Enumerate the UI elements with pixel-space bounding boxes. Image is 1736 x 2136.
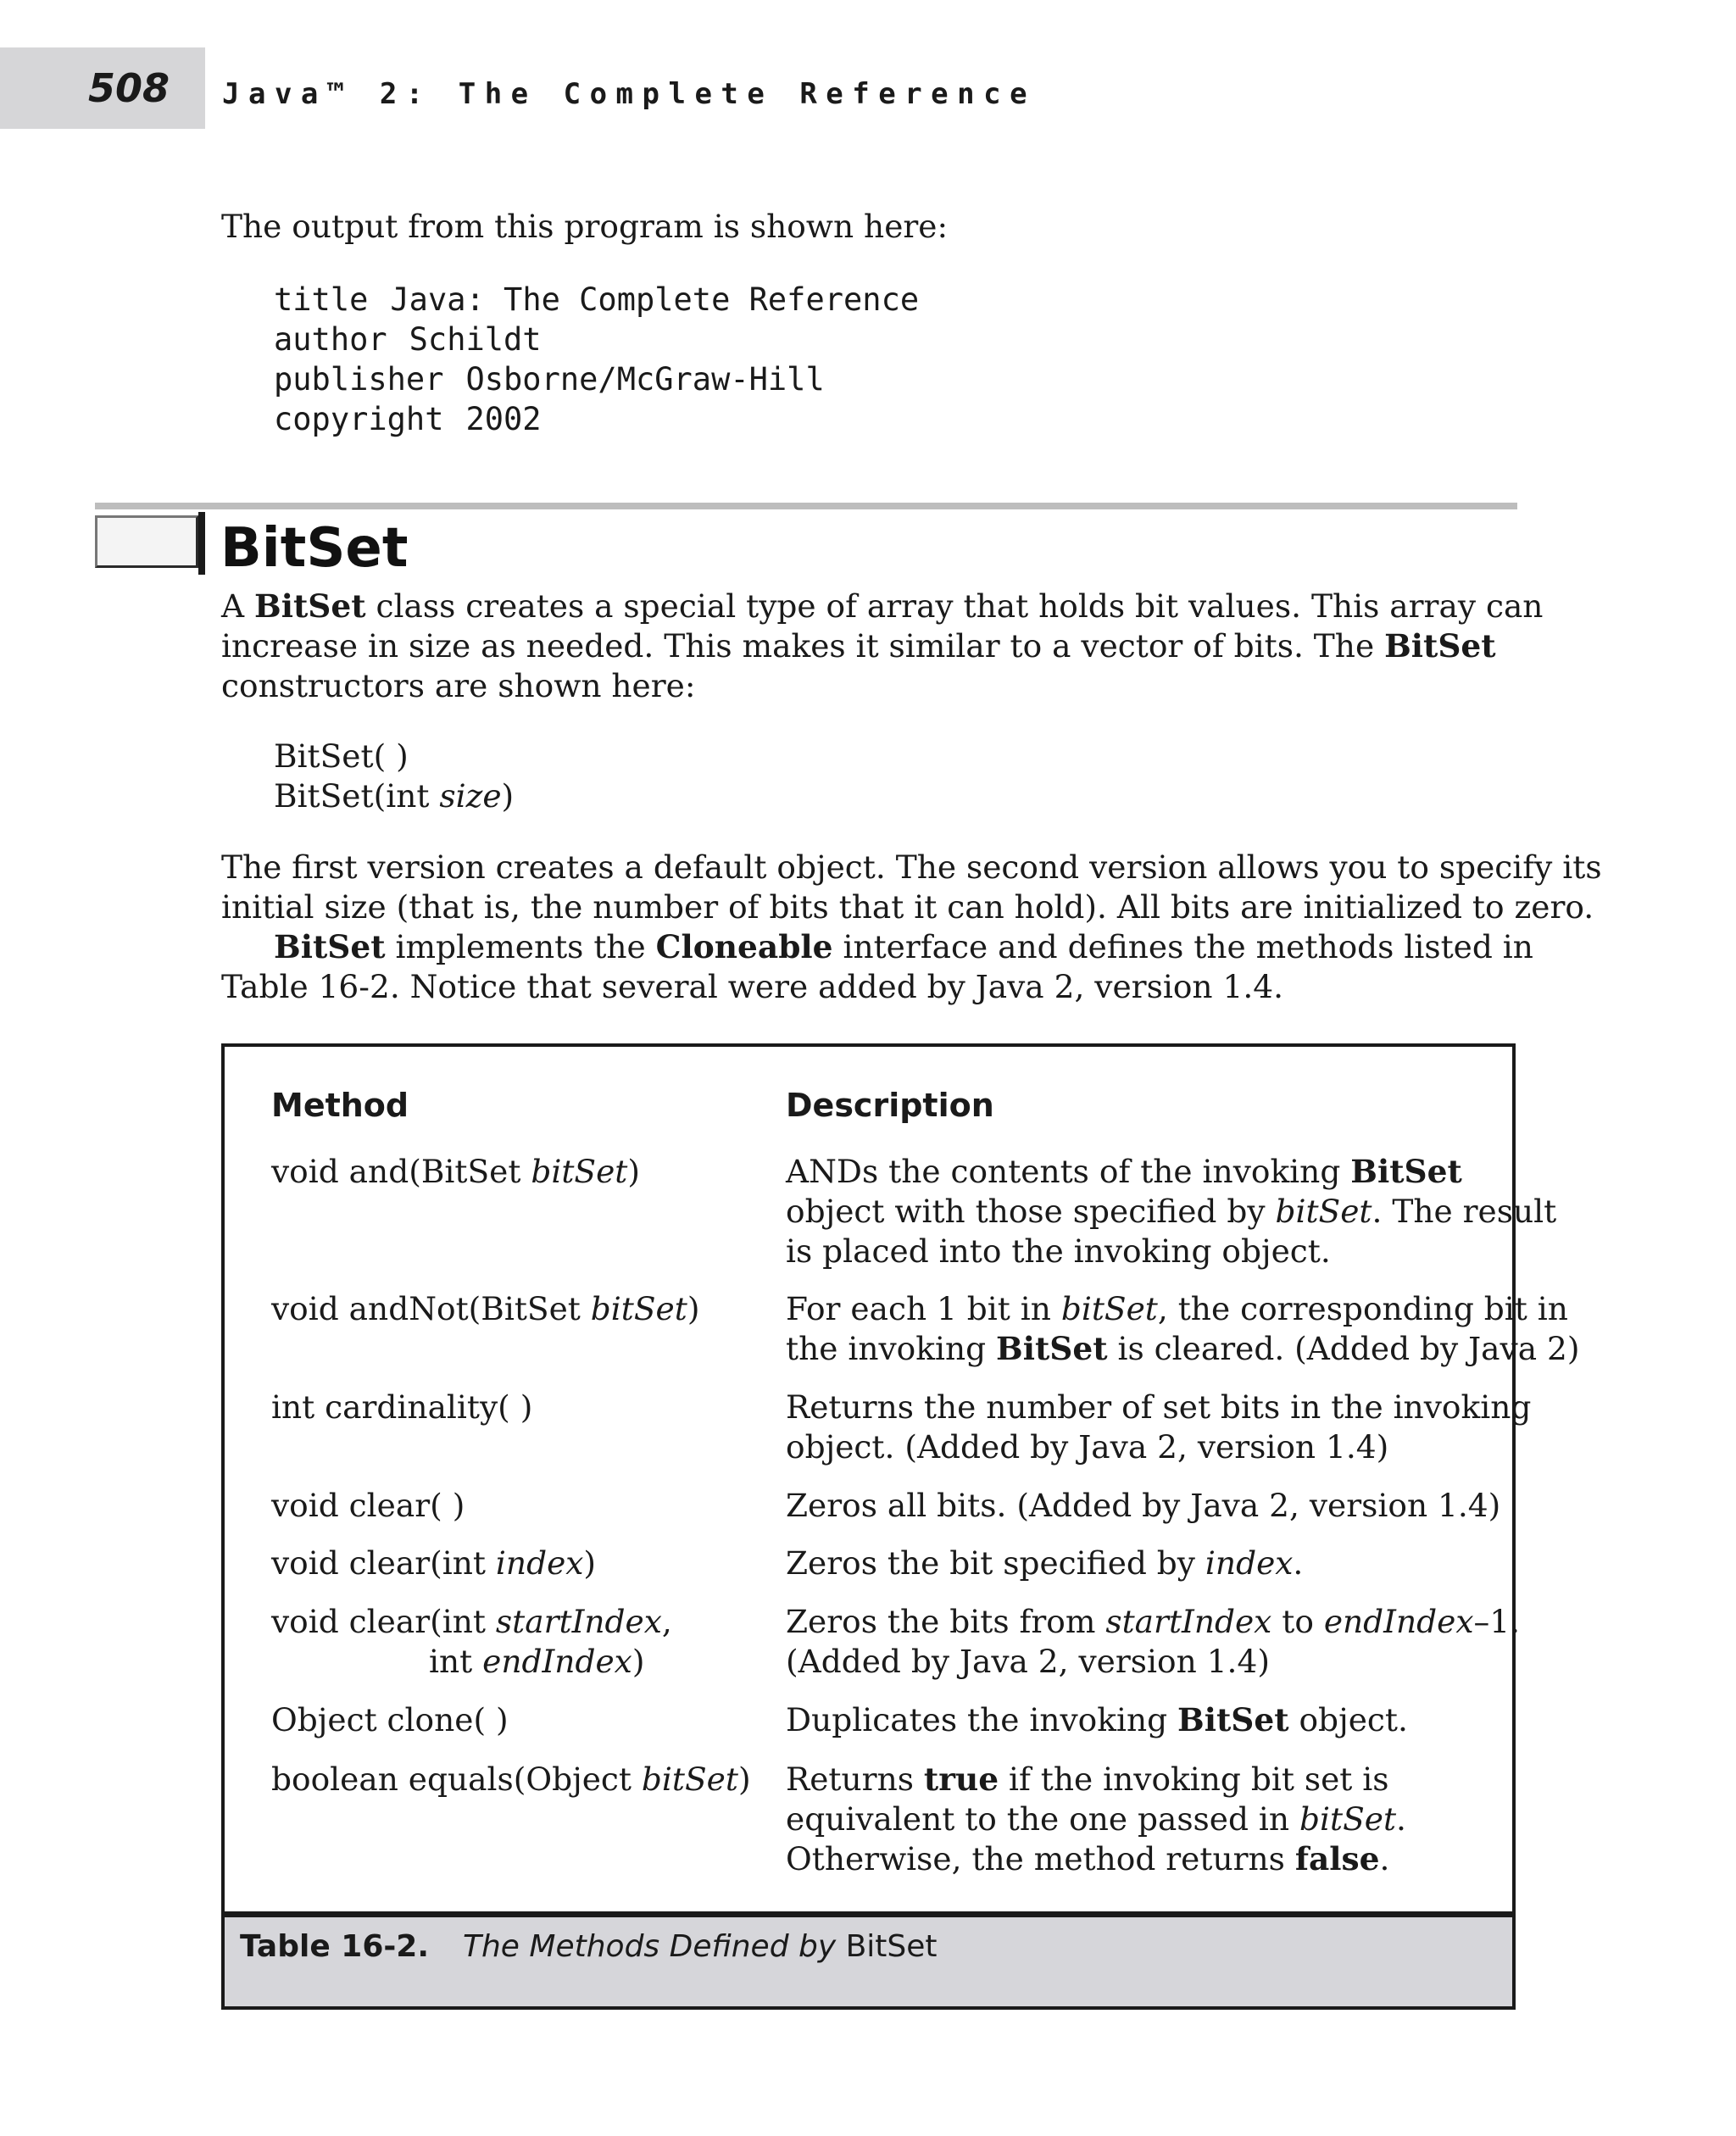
running-head: Java™ 2: The Complete Reference [222,77,1037,111]
paragraph-line: The first version creates a default object. The second version allows you to specify its [221,848,1602,886]
paragraph-line: BitSet implements the Cloneable interface and defines the methods listed in [274,928,1533,965]
method-signature: void and(BitSet bitSet) [271,1153,640,1190]
paragraph-line: initial size (that is, the number of bits that it can hold). All bits are initialized to zero. [221,888,1594,926]
method-signature: void andNot(BitSet bitSet) [271,1290,700,1327]
method-description: Zeros all bits. (Added by Java 2, version 1.4) [786,1487,1501,1524]
column-header-method: Method [271,1087,409,1124]
column-header-description: Description [786,1087,994,1124]
method-description: Returns true if the invoking bit set is equivalent to the one passed in bitSet. Otherwise, the method returns false. [786,1761,1406,1877]
method-description: Duplicates the invoking BitSet object. [786,1701,1408,1738]
method-description: For each 1 bit in bitSet, the corresponding bit in the invoking BitSet is cleared. (Added by Java 2) [786,1290,1580,1367]
section-rule [95,503,1517,509]
paragraph-line: increase in size as needed. This makes it similar to a vector of bits. The BitSet [221,627,1496,665]
section-marker-box [95,515,198,568]
paragraph-line: constructors are shown here: [221,667,696,704]
output-line: author Schildt [274,321,542,358]
method-signature: void clear(int startIndex, int endIndex) [271,1603,672,1680]
output-line: title Java: The Complete Reference [274,281,920,318]
method-signature: void clear(int index) [271,1544,597,1582]
section-marker-bar [198,512,205,575]
method-signature: int cardinality( ) [271,1388,533,1426]
paragraph-line: A BitSet class creates a special type of array that holds bit values. This array can [221,587,1544,625]
method-description: ANDs the contents of the invoking BitSet object with those specified by bitSet. The result is placed into the invoking object. [786,1153,1557,1270]
method-signature: Object clone( ) [271,1701,509,1738]
method-description: Zeros the bit specified by index. [786,1544,1304,1582]
method-signature: boolean equals(Object bitSet) [271,1761,751,1798]
page-number: 508 [87,65,170,111]
method-description: Zeros the bits from startIndex to endIndex–1. (Added by Java 2, version 1.4) [786,1603,1521,1680]
method-signature: void clear( ) [271,1487,465,1524]
output-line: publisher Osborne/McGraw-Hill [274,361,825,398]
table-caption-label: Table 16-2. [240,1929,430,1964]
method-description: Returns the number of set bits in the invoking object. (Added by Java 2, version 1.4) [786,1388,1532,1466]
section-title: BitSet [220,517,409,580]
paragraph-line: Table 16-2. Notice that several were added by Java 2, version 1.4. [221,968,1284,1005]
output-line: copyright 2002 [274,401,542,437]
constructor-signature: BitSet( ) [274,737,409,775]
intro-text: The output from this program is shown here: [221,208,949,245]
constructor-signature: BitSet(int size) [274,777,515,815]
table-caption-text: The Methods Defined by BitSet [463,1929,938,1964]
